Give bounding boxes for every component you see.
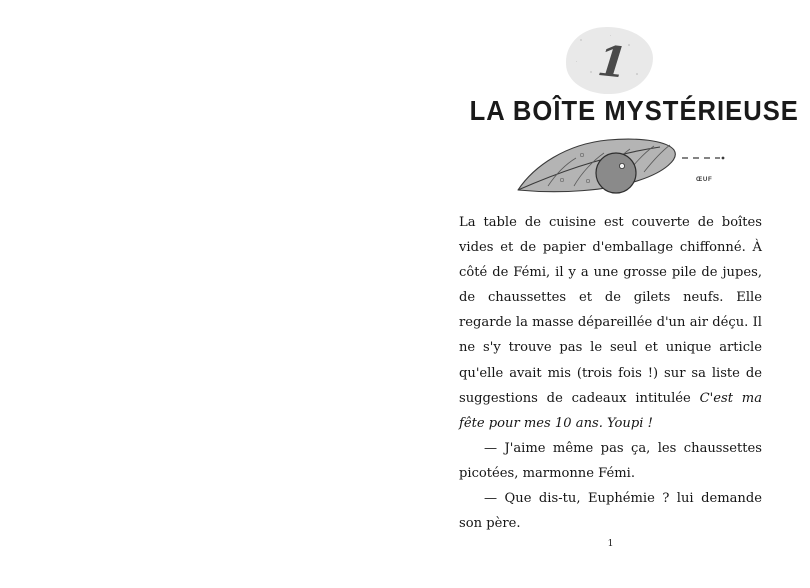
paragraph-dialogue-pere (459, 486, 762, 536)
egg-shape (596, 153, 636, 193)
page-content-column (459, 0, 799, 588)
chapter-number-badge (566, 27, 653, 94)
text-run: La table de cuisine est couverte de boîtes vides et de papier d'emballage chiffonné. À côté de Fémi, il y a une grosse pile de jupes, de chaussettes et de gilets neufs. Elle regarde la masse dépareillée d'un air déçu. Il ne s'y trouve pas le seul et unique article qu'elle avait mis (trois fois !) sur sa liste de suggestions de cadeaux intitulée (459, 215, 762, 406)
paragraph-opening (459, 210, 762, 436)
leaf-svg (504, 136, 762, 198)
text-run: — Que dis-tu, Euphémie ? lui demande son père. (459, 491, 762, 532)
chapter-title: LA BOÎTE MYSTÉRIEUSE (469, 95, 799, 126)
page-number: 1 (607, 538, 614, 549)
leaf-label: ŒUF (696, 176, 713, 183)
chapter-number: 1 (595, 35, 630, 88)
text-run-italic: C'est ma fête pour mes 10 ans. Youpi ! (459, 390, 762, 431)
body-text (459, 210, 762, 536)
paragraph-dialogue-femi (459, 436, 762, 486)
text-run: — J'aime même pas ça, les chaussettes picotées, marmonne Fémi. (459, 440, 762, 481)
leaf-body (518, 139, 675, 192)
leaf-illustration (504, 136, 762, 198)
leader-line (682, 157, 724, 160)
